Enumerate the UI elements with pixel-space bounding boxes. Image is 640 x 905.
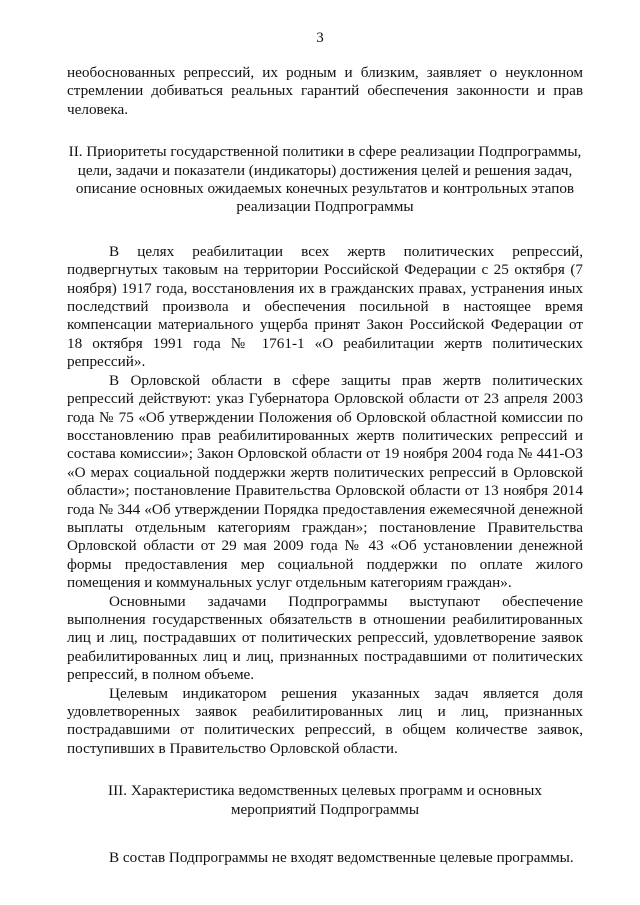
paragraph-departmental-programs: В состав Подпрограммы не входят ведомственные целевые программы. xyxy=(109,849,574,867)
paragraph-oryol-acts: В Орловской области в сфере защиты прав жертв политических репрессий действуют: указ Губернатора Орловской области от 23 апреля 2003 года № 75 «Об утверждении Положения об Орловской областной комиссии по восстановлению прав реабилитированных жертв политических репрессий и состава комиссии»; Закон Орловской области от 19 ноября 2004 года № 441-ОЗ «О мерах социальной поддержки жертв политических репрессий в Орловской области»; постановление Правительства Орловской области от 13 ноября 2014 года № 344 «Об утверждении Порядка предоставления ежемесячной денежной выплаты отдельным категориям граждан»; постановление Правительства Орловской области от 29 мая 2009 года № 43 «Об установлении денежной формы предоставления мер социальной поддержки по оплате жилого помещения и коммунальных услуг отдельным категориям граждан». xyxy=(67,371,583,592)
paragraph-continuation: необоснованных репрессий, их родным и близким, заявляет о неуклонном стремлении добиваться реальных гарантий обеспечения законности и прав человека. xyxy=(67,64,583,118)
section-heading-2: II. Приоритеты государственной политики в сфере реализации Подпрограммы, цели, задачи и показатели (индикаторы) достижения целей и решения задач, описание основных ожидаемых конечных результатов и контрольных этапов реализации Подпрограммы xyxy=(68,143,582,216)
section-heading-3: III. Характеристика ведомственных целевых программ и основных мероприятий Подпрограммы xyxy=(108,782,542,818)
page-number: 3 xyxy=(316,30,324,46)
paragraph-target-indicator: Целевым индикатором решения указанных задач является доля удовлетворенных заявок реабилитированных лиц и лиц, признанных пострадавшими от политических репрессий, в общем количестве заявок, поступивших в Правительство Орловской области. xyxy=(67,684,583,757)
paragraph-main-tasks: Основными задачами Подпрограммы выступают обеспечение выполнения государственных обязательств в отношении реабилитированных лиц и лиц, пострадавших от политических репрессий, удовлетворение заявок реабилитированных лиц и лиц, признанных пострадавшими от политических репрессий, в полном объеме. xyxy=(67,592,583,684)
document-body xyxy=(67,64,583,867)
paragraph-rehabilitation-law: В целях реабилитации всех жертв политических репрессий, подвергнутых таковым на территории Российской Федерации с 25 октября (7 ноября) 1917 года, восстановления их в гражданских правах, устранения иных последствий произвола и обеспечения посильной в настоящее время компенсации материального ущерба принят Закон Российской Федерации от 18 октября 1991 года № 1761-1 «О реабилитации жертв политических репрессий». xyxy=(67,242,583,371)
